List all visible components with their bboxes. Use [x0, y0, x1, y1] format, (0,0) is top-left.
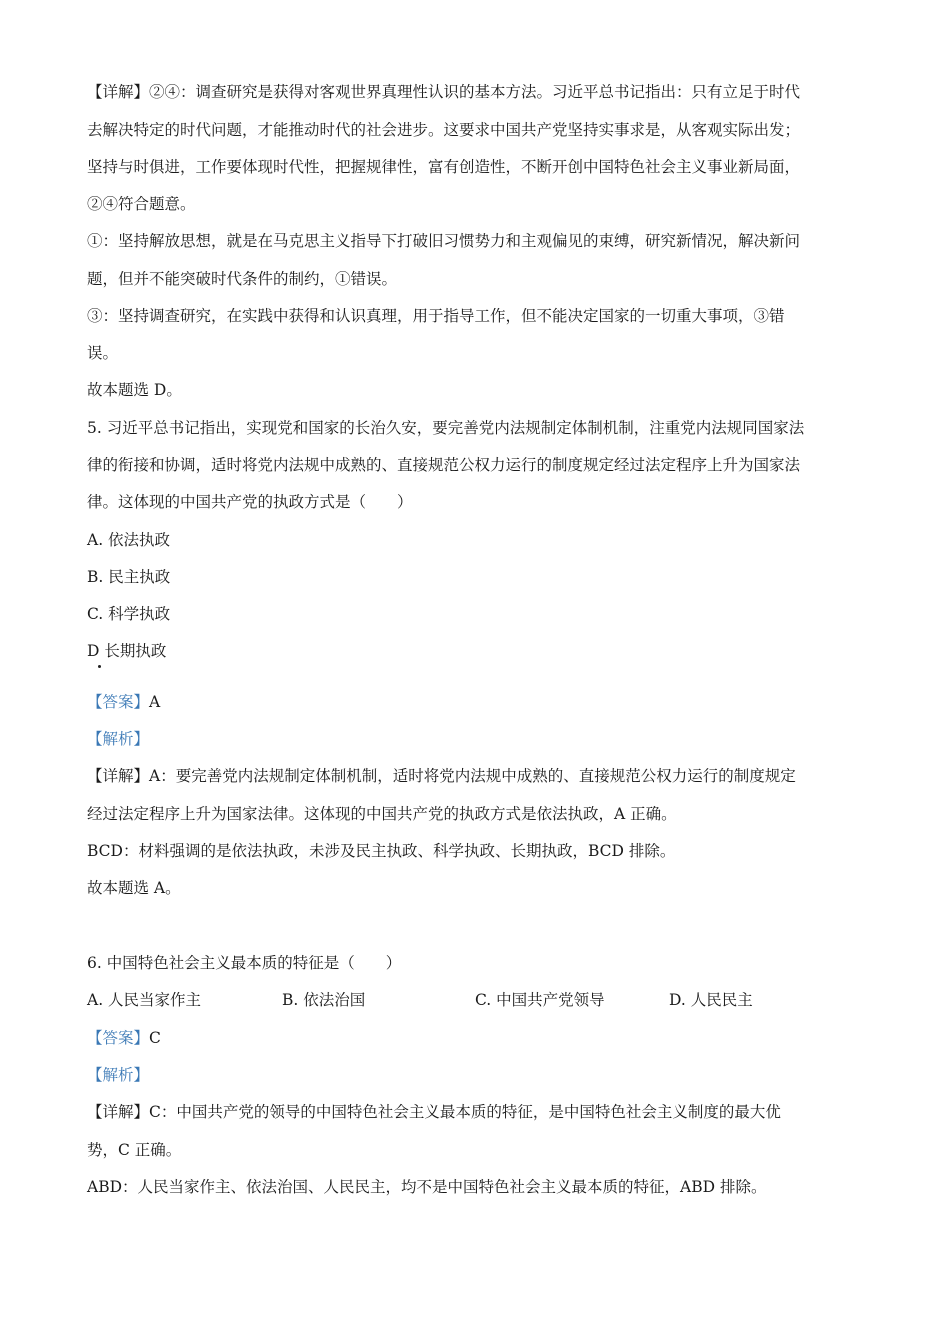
answer-line: 【答案】A	[87, 693, 161, 711]
text-line: BCD：材料强调的是依法执政，未涉及民主执政、科学执政、长期执政，BCD 排除。	[87, 842, 676, 860]
text-line: ②④符合题意。	[87, 195, 196, 213]
text-line: 【详解】②④：调查研究是获得对客观世界真理性认识的基本方法。习近平总书记指出：只有立足于时代	[87, 83, 801, 101]
text-line: 故本题选 A。	[87, 879, 181, 897]
q6-option-d: D. 人民民主	[669, 991, 753, 1009]
text-line: 误。	[87, 344, 119, 362]
text-line: ①：坚持解放思想，就是在马克思主义指导下打破旧习惯势力和主观偏见的束缚，研究新情况，解决新问	[87, 232, 801, 250]
answer-line: 【答案】C	[87, 1029, 161, 1047]
period-dot	[98, 665, 101, 668]
text-line: ③：坚持调查研究，在实践中获得和认识真理，用于指导工作，但不能决定国家的一切重大事项，③错	[87, 307, 785, 325]
text-line: 经过法定程序上升为国家法律。这体现的中国共产党的执政方式是依法执政，A 正确。	[87, 805, 677, 823]
answer-label: 【答案】	[87, 1029, 150, 1047]
analysis-line	[87, 1065, 877, 1085]
q6-option-b: B. 依法治国	[282, 991, 366, 1009]
text-line: ABD：人民当家作主、依法治国、人民民主，均不是中国特色社会主义最本质的特征，ABD 排除。	[87, 1178, 767, 1196]
q6-option-a: A. 人民当家作主	[87, 991, 202, 1009]
analysis-label: 【解析】	[87, 1066, 150, 1084]
option-b: B. 民主执政	[87, 568, 171, 586]
q6-option-c: C. 中国共产党领导	[475, 991, 605, 1009]
analysis-label: 【解析】	[87, 730, 150, 748]
analysis-line	[87, 729, 877, 749]
answer-label: 【答案】	[87, 693, 150, 711]
question-5-stem: 5. 习近平总书记指出，实现党和国家的长治久安，要完善党内法规制定体制机制，注重党内法规同国家法	[87, 419, 805, 437]
text-line: 故本题选 D。	[87, 381, 182, 399]
question-5-stem: 律。这体现的中国共产党的执政方式是（ ）	[87, 493, 413, 511]
option-d: D 长期执政	[87, 642, 167, 660]
text-line: 去解决特定的时代问题，才能推动时代的社会进步。这要求中国共产党坚持实事求是，从客观实际出发；	[87, 121, 801, 139]
option-a: A. 依法执政	[87, 531, 171, 549]
text-line: 坚持与时俱进，工作要体现时代性，把握规律性，富有创造性，不断开创中国特色社会主义事业新局面，	[87, 158, 801, 176]
question-6-stem: 6. 中国特色社会主义最本质的特征是（ ）	[87, 954, 402, 972]
text-line: 势，C 正确。	[87, 1141, 182, 1159]
text-line: 【详解】C：中国共产党的领导的中国特色社会主义最本质的特征，是中国特色社会主义制度的最大优	[87, 1103, 781, 1121]
text-line: 题，但并不能突破时代条件的制约，①错误。	[87, 270, 398, 288]
question-5-stem: 律的衔接和协调，适时将党内法规中成熟的、直接规范公权力运行的制度规定经过法定程序上升为国家法	[87, 456, 801, 474]
text-line: 【详解】A：要完善党内法规制定体制机制，适时将党内法规中成熟的、直接规范公权力运行的制度规定	[87, 767, 796, 785]
option-c: C. 科学执政	[87, 605, 171, 623]
